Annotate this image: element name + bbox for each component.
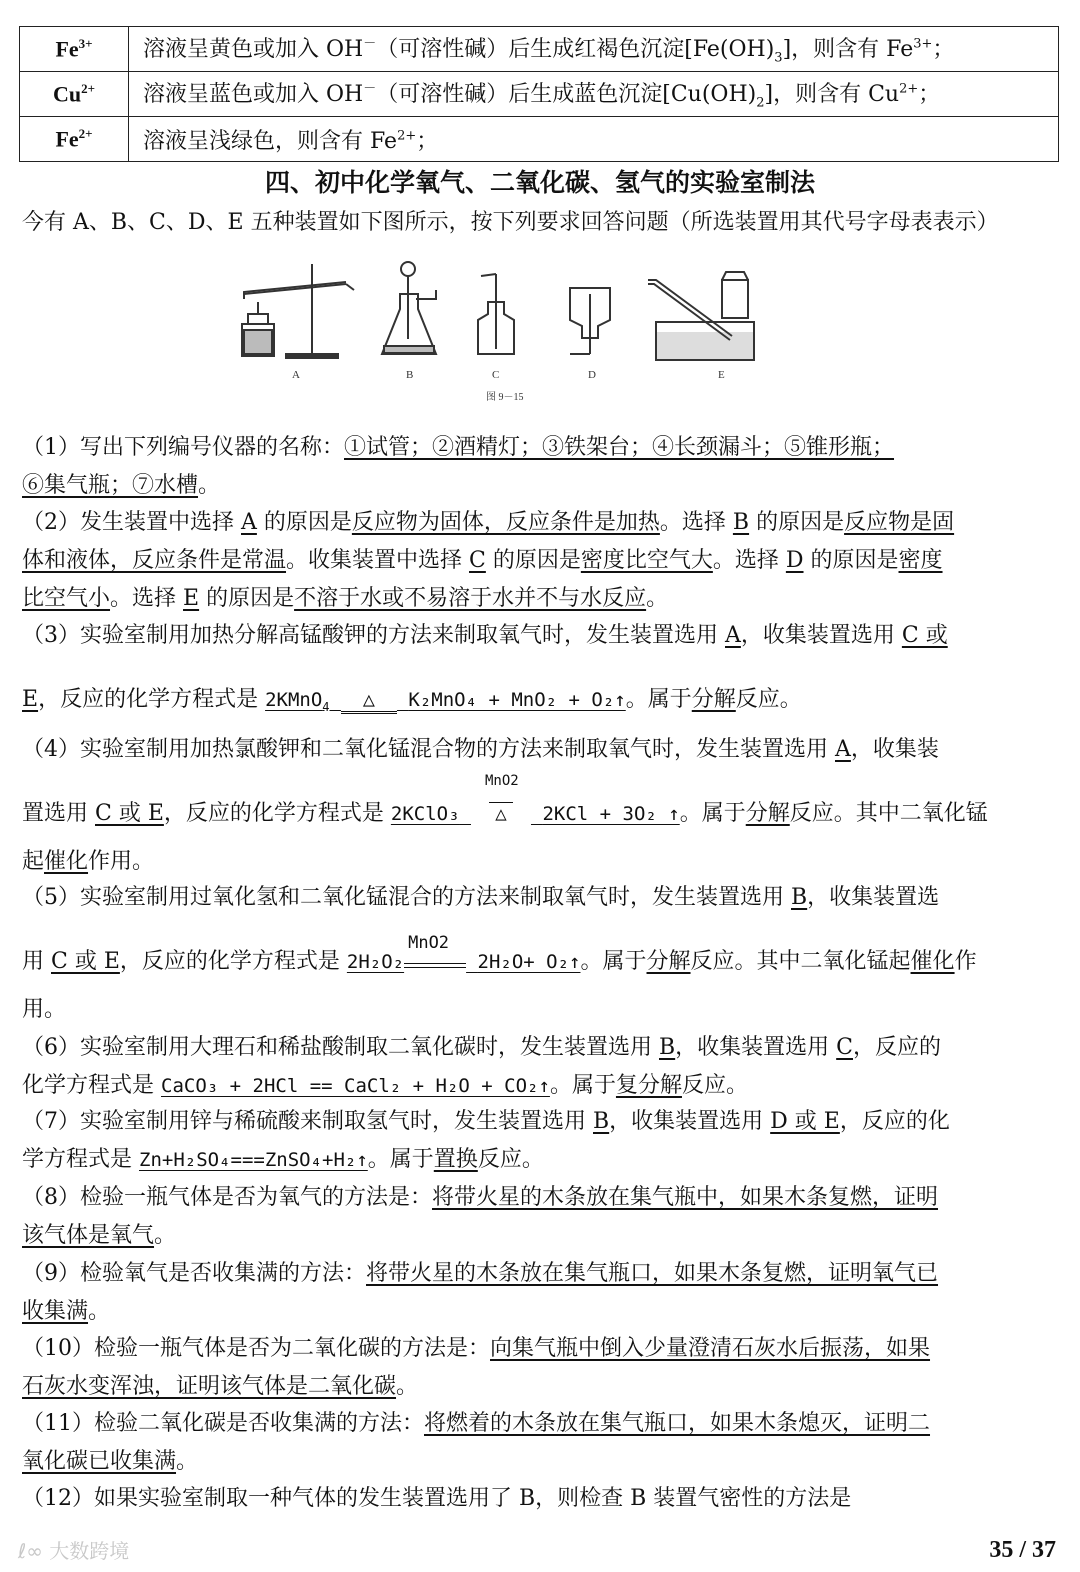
line: （11）检验二氧化碳是否收集满的方法：将燃着的木条放在集气瓶口，如果木条熄灭，证明二	[22, 1411, 931, 1436]
watermark-logo: ℓ∞ 大数跨境	[18, 1539, 130, 1563]
line: （10）检验一瓶气体是否为二氧化碳的方法是：向集气瓶中倒入少量澄清石灰水后振荡，如果	[22, 1336, 931, 1361]
line: （12）如果实验室制取一种气体的发生装置选用了 B，则检查 B 装置气密性的方法是	[22, 1486, 852, 1511]
apparatus-c-drawing	[478, 274, 514, 354]
figure-label-e: E	[718, 369, 725, 381]
line: 起催化作用。	[22, 849, 155, 874]
line: （1）写出下列编号仪器的名称：①试管；②酒精灯；③铁架台；④长颈漏斗；⑤锥形瓶；	[22, 435, 895, 460]
apparatus-d-drawing	[570, 288, 610, 354]
ion-cell: $Cu^{2+}$	[20, 72, 129, 117]
ion-cell: $Fe^{2+}$	[20, 117, 129, 162]
line: （8）检验一瓶气体是否为氧气的方法是：将带火星的木条放在集气瓶中，如果木条复燃，证明	[22, 1185, 939, 1210]
section-heading: 四、初中化学氧气、二氧化碳、氢气的实验室制法	[264, 168, 815, 197]
line: 氧化碳已收集满。	[22, 1449, 199, 1474]
intro-text: 今有 A、B、C、D、E 五种装置如下图所示，按下列要求回答问题（所选装置用其代号字母表表示）	[22, 210, 999, 235]
line: 体和液体，反应条件是常温。收集装置中选择 C 的原因是密度比空气大。选择 D 的原因是密度	[22, 548, 943, 573]
line: 化学方程式是 CaCO₃ + 2HCl == CaCl₂ + H₂O + CO₂↑。属于复分解反应。	[22, 1073, 748, 1098]
figure-label-b: B	[406, 369, 414, 381]
apparatus-b-drawing	[382, 262, 436, 354]
table-row	[20, 27, 1059, 72]
apparatus-a-drawing	[242, 264, 354, 358]
logo-icon: ℓ∞	[18, 1539, 50, 1563]
line: 置选用 C 或 E，反应的化学方程式是 2KClO₃ MnO2 △ 2KCl + 3O₂ ↑。属于分解反应。其中二氧化锰	[22, 773, 988, 826]
equation: CaCO₃ + 2HCl == CaCl₂ + H₂O + CO₂↑	[161, 1075, 550, 1097]
desc-cell: 溶液呈黄色或加入 OH－（可溶性碱）后生成红褐色沉淀$[Fe(OH)_3]$，则含有 $Fe^{3+}$；	[129, 27, 1059, 72]
line: （4）实验室制用加热氯酸钾和二氧化锰混合物的方法来制取氧气时，发生装置选用 A，收集装	[22, 737, 939, 762]
equation: 2KMnO$_4$ △ K₂MnO₄ + MnO₂ + O₂↑	[265, 687, 626, 714]
line: （6）实验室制用大理石和稀盐酸制取二氧化碳时，发生装置选用 B，收集装置选用 C，反应的	[22, 1035, 942, 1060]
equation: Zn+H₂SO₄===ZnSO₄+H₂↑	[139, 1149, 368, 1171]
apparatus-e-drawing	[648, 272, 754, 360]
table-row	[20, 72, 1059, 117]
page-number: 35 / 37	[989, 1537, 1056, 1563]
desc-cell: 溶液呈蓝色或加入 OH－（可溶性碱）后生成蓝色沉淀$[Cu(OH)_2]$，则含有 $Cu^{2+}$；	[129, 72, 1059, 117]
line: 石灰水变浑浊，证明该气体是二氧化碳。	[22, 1374, 419, 1399]
line: （9）检验氧气是否收集满的方法：将带火星的木条放在集气瓶口，如果木条复燃，证明氧气已	[22, 1261, 939, 1286]
line: （7）实验室制用锌与稀硫酸来制取氢气时，发生装置选用 B，收集装置选用 D 或 E，反应的化	[22, 1109, 950, 1134]
figure-label-d: D	[588, 369, 596, 381]
line: ⑥集气瓶；⑦水槽。	[22, 473, 221, 498]
line: 收集满。	[22, 1299, 111, 1324]
equation: 2H₂O₂ MnO2 2H₂O+ O₂↑	[346, 933, 581, 973]
line: （3）实验室制用加热分解高锰酸钾的方法来制取氧气时，发生装置选用 A，收集装置选用 C 或	[22, 623, 948, 648]
heat-condition: △	[341, 687, 397, 714]
line: 比空气小。选择 E 的原因是不溶于水或不易溶于水并不与水反应。	[22, 586, 669, 611]
figure-label-a: A	[292, 369, 300, 381]
equation: 2KClO₃ MnO2 △ 2KCl + 3O₂ ↑	[390, 773, 680, 825]
line: （5）实验室制用过氧化氢和二氧化锰混合的方法来制取氧气时，发生装置选用 B，收集装置选	[22, 885, 940, 910]
line: 该气体是氧气。	[22, 1223, 177, 1248]
ion-test-table	[19, 26, 1059, 162]
desc-cell: 溶液呈浅绿色，则含有 $Fe^{2+}$；	[129, 117, 1059, 162]
table-row	[20, 117, 1059, 162]
apparatus-figure	[236, 254, 756, 404]
catalyst-label: MnO2	[408, 933, 450, 953]
ion-cell: $Fe^{3+}$	[20, 27, 129, 72]
catalyst-label: MnO2	[484, 773, 519, 789]
line: E，反应的化学方程式是 2KMnO$_4$ △ K₂MnO₄ + MnO₂ + O₂↑。属于分解反应。	[22, 687, 802, 714]
line: （2）发生装置中选择 A 的原因是反应物为固体，反应条件是加热。选择 B 的原因是反应物是固	[22, 510, 955, 535]
heat-condition: △	[489, 802, 512, 825]
line: 学方程式是 Zn+H₂SO₄===ZnSO₄+H₂↑。属于置换反应。	[22, 1147, 544, 1172]
figure-caption: 图 9－15	[486, 392, 524, 403]
line: 用。	[22, 997, 67, 1022]
figure-label-c: C	[492, 369, 500, 381]
line: 用 C 或 E，反应的化学方程式是 2H₂O₂ MnO2 2H₂O+ O₂↑。属于分解反应。其中二氧化锰起催化作	[22, 933, 977, 974]
